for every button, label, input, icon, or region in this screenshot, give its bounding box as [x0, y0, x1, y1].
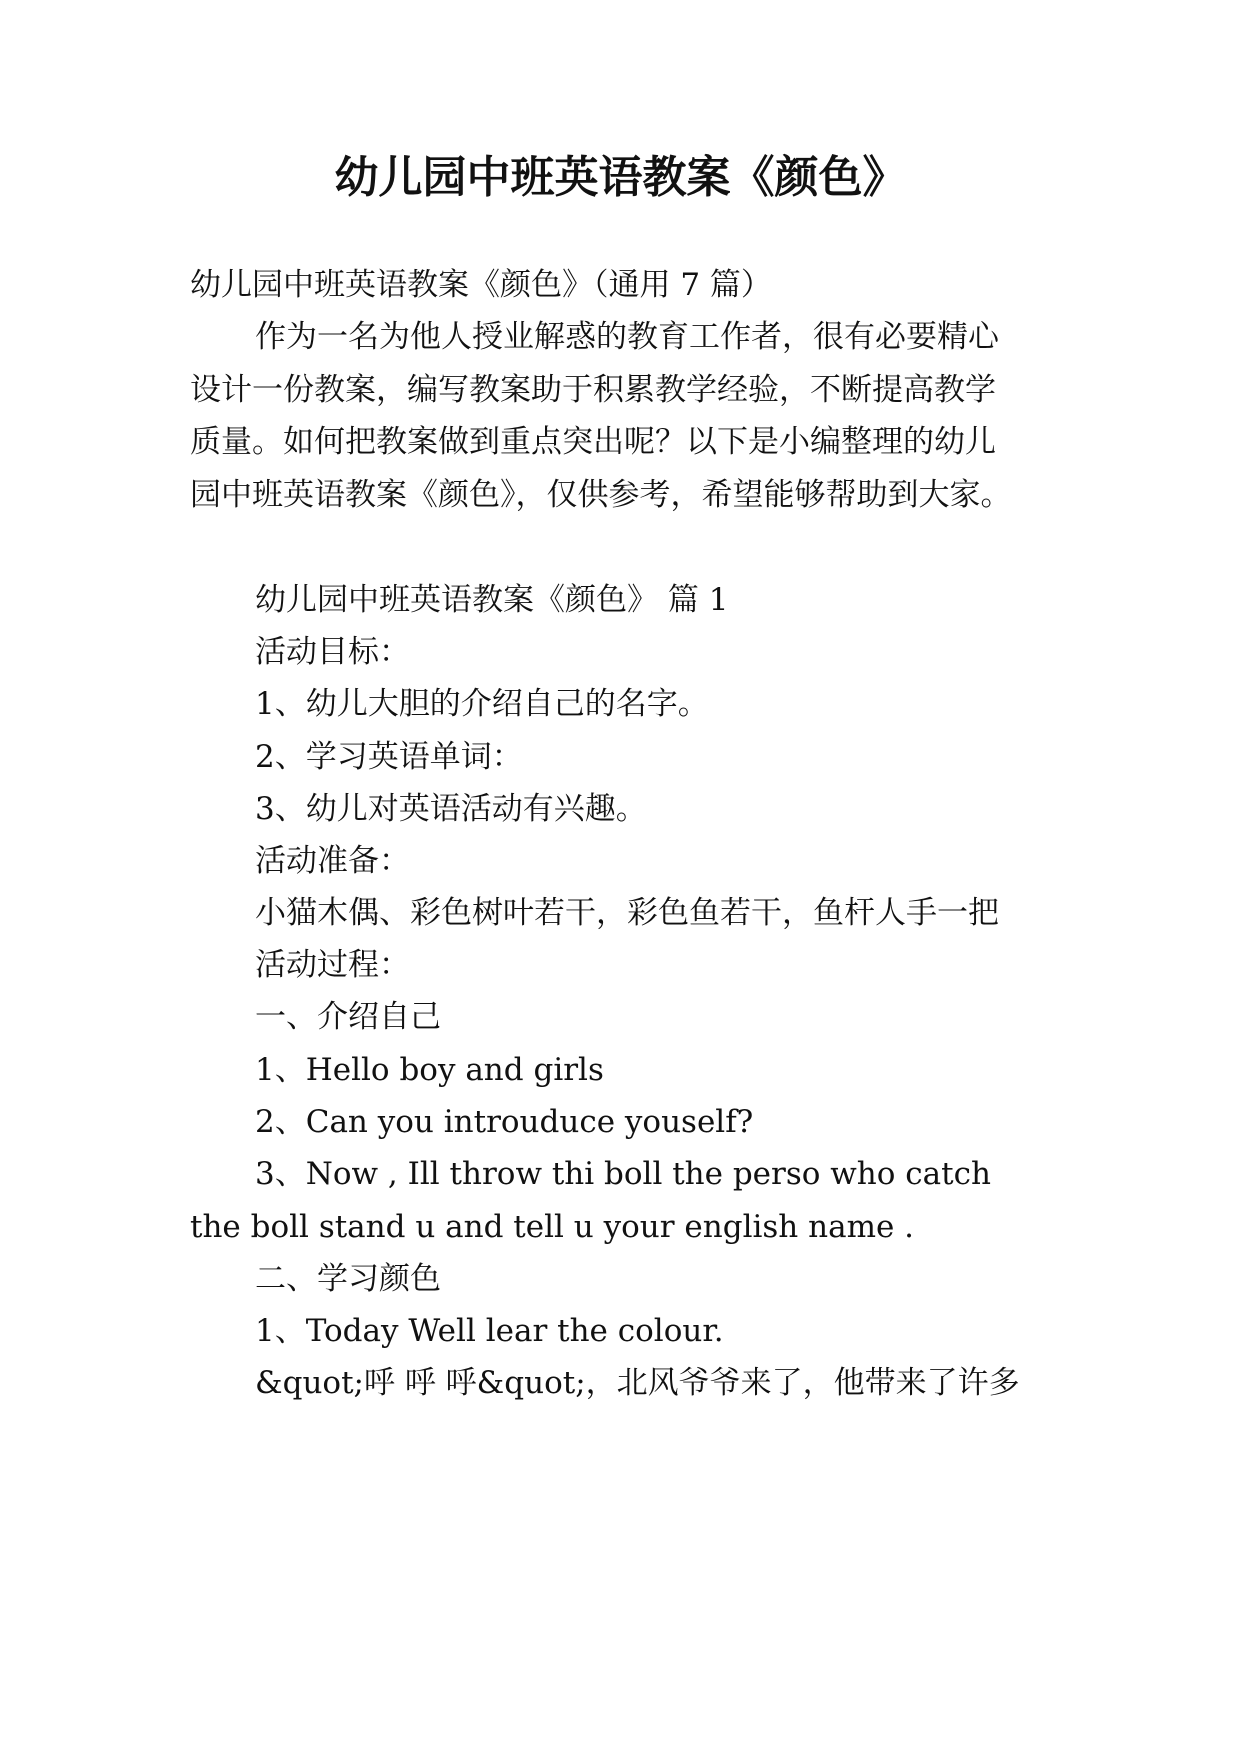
document-title: 幼儿园中班英语教案《颜色》 [334, 152, 907, 203]
body-line: 3、幼儿对英语活动有兴趣。 [255, 791, 647, 827]
body-line: 一、介绍自己 [255, 999, 441, 1035]
intro-line: 作为一名为他人授业解惑的教育工作者，很有必要精心 [255, 319, 999, 355]
body-line: 2、学习英语单词： [255, 739, 523, 775]
body-line: 小猫木偶、彩色树叶若干，彩色鱼若干，鱼杆人手一把 [255, 895, 999, 931]
body-line: 1、幼儿大胆的介绍自己的名字。 [255, 686, 709, 722]
section-heading: 幼儿园中班英语教案《颜色》 篇 1 [255, 582, 729, 618]
body-line: 2、Can you introuduce youself? [255, 1104, 754, 1140]
body-line: 活动准备： [255, 843, 410, 879]
body-line: 活动目标： [255, 634, 410, 670]
body-line: &quot;呼 呼 呼&quot;，北风爷爷来了，他带来了许多 [255, 1365, 1020, 1401]
body-line: 3、Now , Ill throw thi boll the perso who catch [255, 1156, 991, 1192]
body-line: 二、学习颜色 [255, 1261, 441, 1297]
intro-line: 园中班英语教案《颜色》，仅供参考，希望能够帮助到大家。 [190, 477, 1012, 513]
document-subtitle: 幼儿园中班英语教案《颜色》（通用 7 篇） [190, 267, 772, 303]
intro-line: 质量。如何把教案做到重点突出呢？以下是小编整理的幼儿 [190, 424, 996, 460]
body-line: 1、Hello boy and girls [255, 1052, 604, 1088]
body-line: 活动过程： [255, 947, 410, 983]
intro-line: 设计一份教案，编写教案助于积累教学经验，不断提高教学 [190, 372, 996, 408]
body-line: the boll stand u and tell u your english name . [190, 1209, 915, 1245]
body-line: 1、Today Well lear the colour. [255, 1313, 724, 1349]
